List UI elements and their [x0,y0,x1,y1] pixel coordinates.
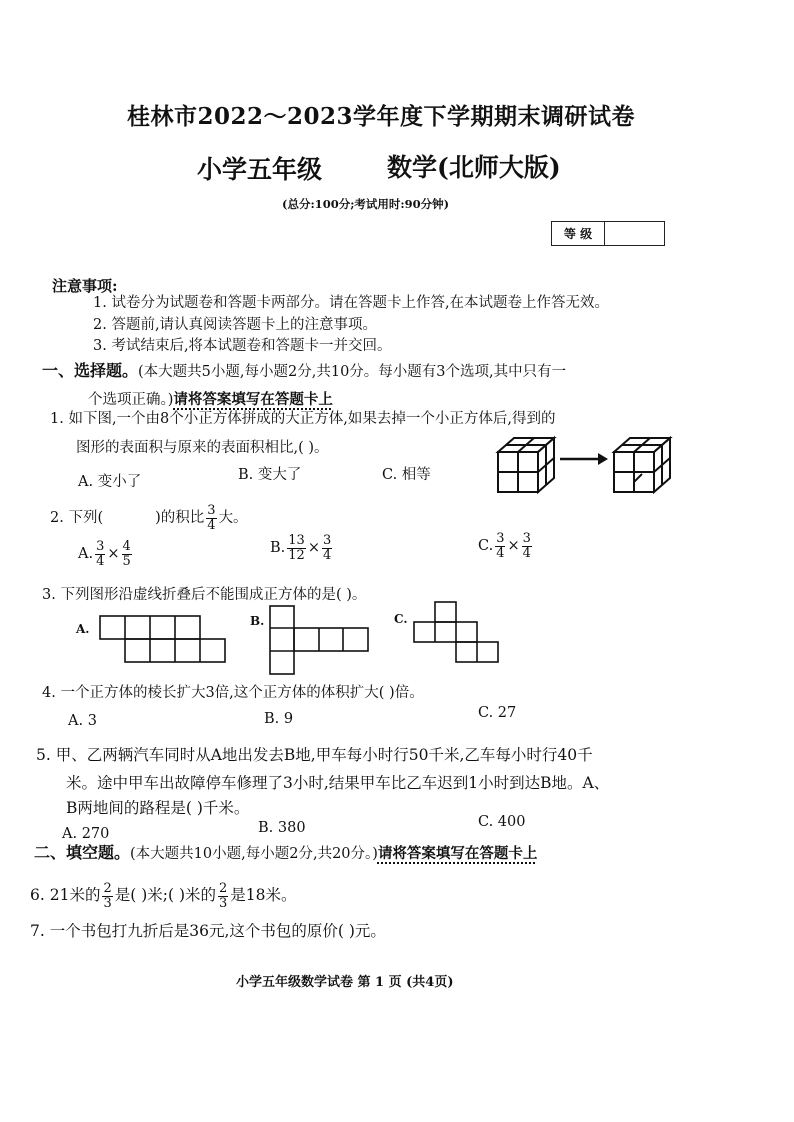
q7-text: 7. 一个书包打九折后是36元,这个书包的原价( )元。 [30,922,386,940]
q3-net-c [414,602,498,666]
q5-option-c: C. 400 [478,814,526,830]
q6-line: 6. 21米的 $\frac{2}{3}$ 是( )米;( )米的 $\frac{2}{3}$ 是18米。 [30,881,297,911]
section2-heading: 二、填空题。 [34,843,131,862]
section2-instruction: 请将答案填写在答题卡上 [377,845,538,862]
section1-line [42,358,566,381]
q2-mid: )的积比 [155,510,205,527]
q5-line2: 米。途中甲车出故障停车修理了3小时,结果甲车比乙车迟到1小时到达B地。A、 [66,774,610,792]
section1-desc: (本大题共5小题,每小题2分,共10分。每小题有3个选项,其中只有一 [138,364,567,380]
page-footer: 小学五年级数学试卷 第 1 页 (共4页) [236,975,454,990]
section2-desc: (本大题共10小题,每小题2分,共20分。) [130,846,378,862]
q6-fraction-2: $\frac{2}{3}$ [219,881,228,911]
notes-item-3: 3. 考试结束后,将本试题卷和答题卡一并交回。 [93,338,392,354]
q1-line2: 图形的表面积与原来的表面积相比,( )。 [76,440,329,456]
section2-line [34,840,537,863]
q3-text: 3. 下列图形沿虚线折叠后不能围成正方体的是( )。 [42,587,367,603]
section1-line2 [88,388,333,409]
q4-text: 4. 一个正方体的棱长扩大3倍,这个正方体的体积扩大( )倍。 [42,685,424,701]
exam-subtitle-grade: 小学五年级 [197,155,323,184]
grade-value-cell [605,222,664,245]
section1-heading: 一、选择题。 [42,361,139,380]
q1-option-c: C. 相等 [382,467,431,483]
q1-option-b: B. 变大了 [238,467,302,483]
q3-net-a [100,616,225,664]
q5-option-a: A. 270 [62,826,110,842]
notes-item-1: 1. 试卷分为试题卷和答题卡两部分。请在答题卡上作答,在本试题卷上作答无效。 [93,295,610,311]
exam-title: 桂林市2022～2023学年度下学期期末调研试卷 [127,103,636,130]
q6-fraction-1: $\frac{2}{3}$ [103,881,112,911]
q1-line1: 1. 如下图,一个由8个小正方体拼成的大正方体,如果去掉一个小正方体后,得到的 [50,411,556,427]
q2-option-c: C. $\frac{3}{4}$ × $\frac{3}{4}$ [478,531,531,561]
q4-option-b: B. 9 [264,711,294,727]
q3-option-a-label: A. [76,622,90,636]
q1-cube-figure [496,434,556,494]
q3-option-b-label: B. [250,614,265,628]
exam-info: (总分:100分;考试用时:90分钟) [282,197,450,211]
q4-option-c: C. 27 [478,705,517,721]
notes-heading: 注意事项: [52,277,118,295]
notes-item-2: 2. 答题前,请认真阅读答题卡上的注意事项。 [93,317,378,333]
q5-option-b: B. 380 [258,820,306,836]
q2-option-a: A. $\frac{3}{4}$ × $\frac{4}{5}$ [78,539,131,569]
grade-label: 等 级 [552,222,605,245]
q2-fraction: $\frac{3}{4}$ [207,503,216,533]
q4-option-a: A. 3 [68,713,97,729]
q2-option-b: B. $\frac{13}{12}$ × $\frac{3}{4}$ [270,533,332,563]
q2-pre: 2. 下列( [50,510,104,527]
q3-option-c-label: C. [394,612,408,626]
grade-box [551,221,665,246]
section1-instruction: 请将答案填写在答题卡上 [173,391,333,408]
q3-net-b [270,606,370,674]
exam-subtitle-subject: 数学(北师大版) [387,153,561,182]
q5-line3: B两地间的路程是( )千米。 [66,799,250,817]
q2-line [50,504,248,532]
q1-option-a: A. 变小了 [78,474,142,490]
q1-cube-removed-figure [612,434,672,494]
q2-post: 大。 [218,510,248,527]
arrow-right-icon [560,452,608,466]
q5-line1: 5. 甲、乙两辆汽车同时从A地出发去B地,甲车每小时行50千米,乙车每小时行40千 [36,746,593,764]
section1-desc2: 个选项正确。) [88,392,174,408]
